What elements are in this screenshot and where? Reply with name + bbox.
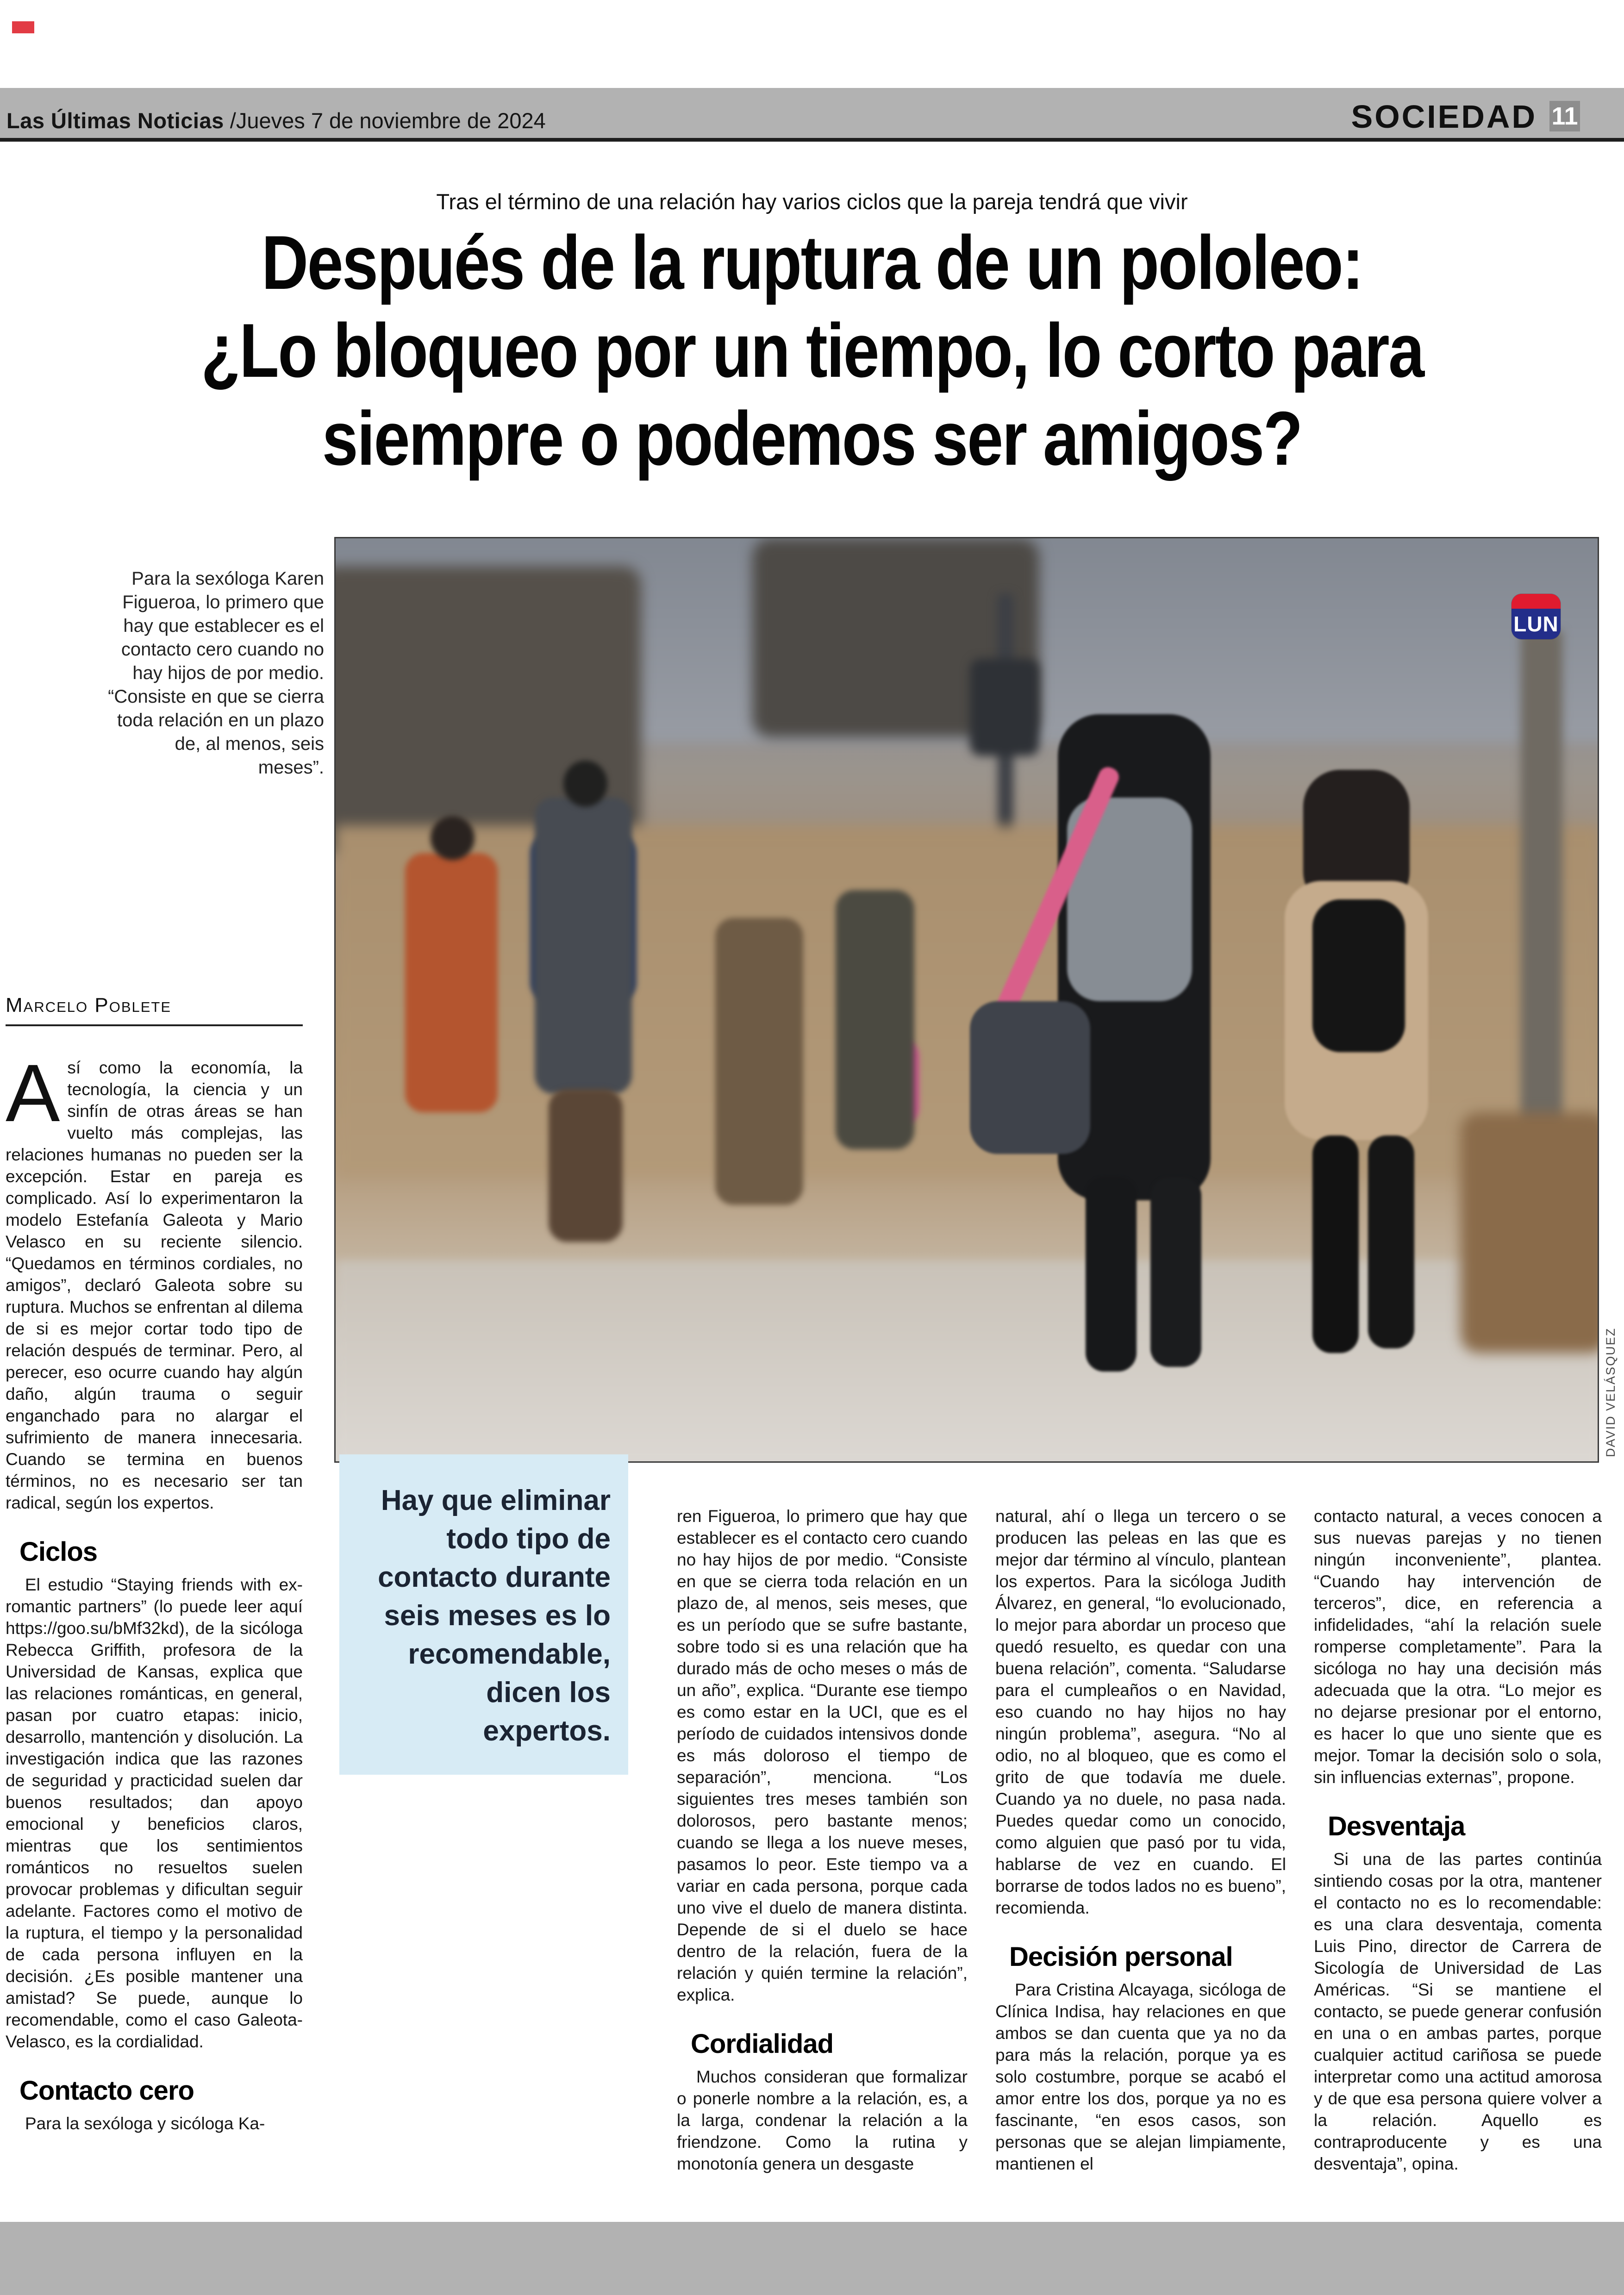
section-heading-cordialidad: Cordialidad <box>691 2029 834 2059</box>
byline: Marcelo Poblete <box>6 994 303 1026</box>
article-column-4 <box>1314 1505 1602 2175</box>
woman-backpack <box>1312 899 1405 1052</box>
corner-structure <box>1461 1112 1599 1353</box>
duffel-bag <box>970 1001 1090 1154</box>
decision-personal-continued-paragraph: contacto natural, a veces conocen a sus nuevas parejas y no tienen ningún inconveniente”, plantea. “Cuando hay intervención de terceros”, dice, en referencia a infidelidades, “ahí la relación suele romperse completamente”. Para la sicóloga no hay una decisión más adecuada que la otra. “Lo mejor es no dejarse presionar por el entorno, es hacer lo que uno siente que es mejor. Tomar la decisión solo o sola, sin influencias externas”, propone. <box>1314 1507 1602 1787</box>
woman-legs <box>1368 1135 1414 1348</box>
desventaja-paragraph: Si una de las partes continúa sintiendo cosas por la otra, mantener el contacto no es lo recomendable: es una clara desventaja, comenta Luis Pino, director de Carrera de Sicología de Universidad de Las Américas. “Si se mantiene el contacto, se puede generar confusión en una o en ambas partes, porque cualquier actitud cariñosa se puede interpretar como una actitud amorosa y de que esa persona quiere volver a la relación. Aquello es contraproducente y es una desventaja”, opina. <box>1314 1850 1602 2173</box>
decision-personal-paragraph: Para Cristina Alcayaga, sicóloga de Clínica Indisa, hay relaciones en que ambos se dan cuenta que ya no da para más la relación, porque ya es solo costumbre, porque se acabó el amor entre los dos, porque ya no es fascinante, “en esos casos, son personas que se alejan limpiamente, mantienen el <box>995 1980 1286 2173</box>
pedestrian-head <box>563 761 607 807</box>
headline-line-3-text: siempre o podemos ser amigos? <box>322 396 1302 481</box>
section-heading-desventaja: Desventaja <box>1328 1811 1465 1841</box>
article-column-2 <box>677 1505 968 2175</box>
man-legs <box>1086 1177 1137 1372</box>
edition-date: /Jueves 7 de noviembre de 2024 <box>230 108 546 133</box>
kicker: Tras el término de una relación hay varios ciclos que la pareja tendrá que vivir <box>436 189 1188 214</box>
page-number-badge: 11 <box>1549 101 1580 131</box>
article-photo <box>334 537 1599 1463</box>
footer-band <box>0 2222 1624 2295</box>
lun-logo-label: LUN <box>1513 612 1559 636</box>
section-heading-ciclos: Ciclos <box>19 1537 98 1567</box>
section-heading-contacto-cero: Contacto cero <box>19 2076 194 2106</box>
print-registration-mark <box>12 21 34 33</box>
pedestrian-silhouette <box>535 798 632 1094</box>
intro-paragraph <box>6 1048 303 1514</box>
headline-line-2-text: ¿Lo bloqueo por un tiempo, lo corto para <box>200 308 1424 393</box>
masthead-bar <box>0 88 1624 142</box>
woman-legs <box>1312 1135 1359 1353</box>
lun-logo-badge <box>1512 594 1561 639</box>
man-legs <box>1150 1177 1201 1367</box>
pedestrian-silhouette <box>836 890 914 1149</box>
contacto-cero-continued-paragraph: ren Figueroa, lo primero que hay que establecer es el contacto cero cuando no hay hijos de por medio. “Consiste en que se cierra toda relación en un plazo de, al menos, seis meses, que es un período que se sufre bastante, sobre todo si es una relación que ha durado más de ocho meses o más de un año”, explica. “Durante ese tiempo es como estar en la UCI, que es el período de cuidados intensivos donde es más doloroso el tiempo de separación”, menciona. “Los siguientes tres meses también son dolorosos, pero bastante menos; cuando se llega a los nueve meses, pasamos lo peor. Este tiempo va a variar en cada persona, porque cada uno vive el duelo de manera distinta. Depende de si el duelo se hace dentro de la relación, fuera de la relación y quién termine la relación”, explica. <box>677 1507 968 2004</box>
pull-quote: Hay que eliminar todo tipo de contacto durante seis meses es lo recomendable, dicen los expertos. <box>339 1454 628 1775</box>
lun-logo-red-band <box>1512 594 1561 609</box>
contacto-cero-paragraph: Para la sexóloga y sicóloga Ka- <box>25 2114 265 2133</box>
pedestrian-legs <box>549 1089 623 1242</box>
paper-name: Las Últimas Noticias <box>6 108 224 133</box>
photo-credit: DAVID VELÁSQUEZ <box>1604 1327 1618 1457</box>
pedestrian-silhouette <box>405 853 498 1112</box>
masthead-left <box>6 108 546 133</box>
ciclos-paragraph: El estudio “Staying friends with ex-romantic partners” (lo puede leer aquí https://goo.su/bMf32kd), de la sicóloga Rebecca Griffith, profesora de la Universidad de Kansas, explica que las relaciones románticas, en general, pasan por cuatro etapas: inicio, desarrollo, mantención y disolución. La investigación indica que las razones de seguridad y practicidad suelen dar buenos resultados; dan apoyo emocional y beneficios claros, mientras que los sentimientos románticos no resueltos suelen provocar problemas y dificultan seguir adelante. Factores como el motivo de la ruptura, el tiempo y la personalidad de cada persona influyen en la decisión. ¿Es posible mantener una amistad? Se puede, aunque lo recomendable, como el caso Galeota-Velasco, es la cordialidad. <box>6 1575 303 2051</box>
section-title: SOCIEDAD <box>1351 99 1537 135</box>
traffic-light-shape <box>970 659 1039 756</box>
headline <box>0 218 1624 482</box>
pedestrian-silhouette <box>715 918 803 1205</box>
intro-paragraph-text: sí como la economía, la tecnología, la ciencia y un sinfín de otras áreas se han vuelto más complejas, las relaciones humanas no pueden ser la excepción. Estar en pareja es complicado. Así lo experimentaron la modelo Estefanía Galeota y Mario Velasco en su reciente silencio. “Quedamos en términos cordiales, no amigos”, declaró Galeota sobre su ruptura. Muchos se enfrentan al dilema de si es mejor cortar todo tipo de relación después de terminar. Pero, al perecer, eso ocurre cuando hay algún daño, algún trauma o seguir enganchado para no alargar el sufrimiento de manera innecesaria. Cuando se termina en buenos términos, no es necesario ser tan radical, según los expertos. <box>6 1058 303 1512</box>
cordialidad-paragraph: Muchos consideran que formalizar o ponerle nombre a la relación, es, a la larga, condenar la relación a la friendzone. Como la rutina y monotonía genera un desgaste <box>677 2067 968 2173</box>
headline-line-3 <box>0 394 1624 482</box>
pedestrian-head <box>431 816 475 860</box>
article-column-3 <box>995 1505 1286 2175</box>
photo-caption: Para la sexóloga Karen Figueroa, lo primero que hay que establecer es el contacto cero cuando no hay hijos de por medio. “Consiste en que se cierra toda relación en un plazo de, al menos, seis meses”. <box>108 568 324 778</box>
drop-cap: A <box>6 1048 60 1139</box>
section-heading-decision-personal: Decisión personal <box>1009 1942 1233 1972</box>
cordialidad-continued-paragraph: natural, ahí o llega un tercero o se producen las peleas en las que es mejor dar término al vínculo, plantean los expertos. Para la sicóloga Judith Álvarez, en general, “lo evolucionado, lo mejor para abordar un proceso que quedó resuelto, es quedar con una buena relación”, comenta. “Saludarse para el cumpleaños o en Navidad, eso cuando no hay hijos no hay ningún problema”, asegura. “No al odio, no al bloqueo, que es como el grito de que todavía me duele. Cuando ya no duele, no pasa nada. Puedes quedar como un conocido, como alguien que pasó por tu vida, hablarse de vez en cuando. El borrarse de todos lados no es bueno”, recomienda. <box>995 1507 1286 1917</box>
headline-line-2 <box>0 306 1624 394</box>
article-column-1 <box>6 994 303 2134</box>
headline-line-1 <box>0 218 1624 306</box>
headline-line-1-text: Después de la ruptura de un pololeo: <box>261 220 1363 305</box>
